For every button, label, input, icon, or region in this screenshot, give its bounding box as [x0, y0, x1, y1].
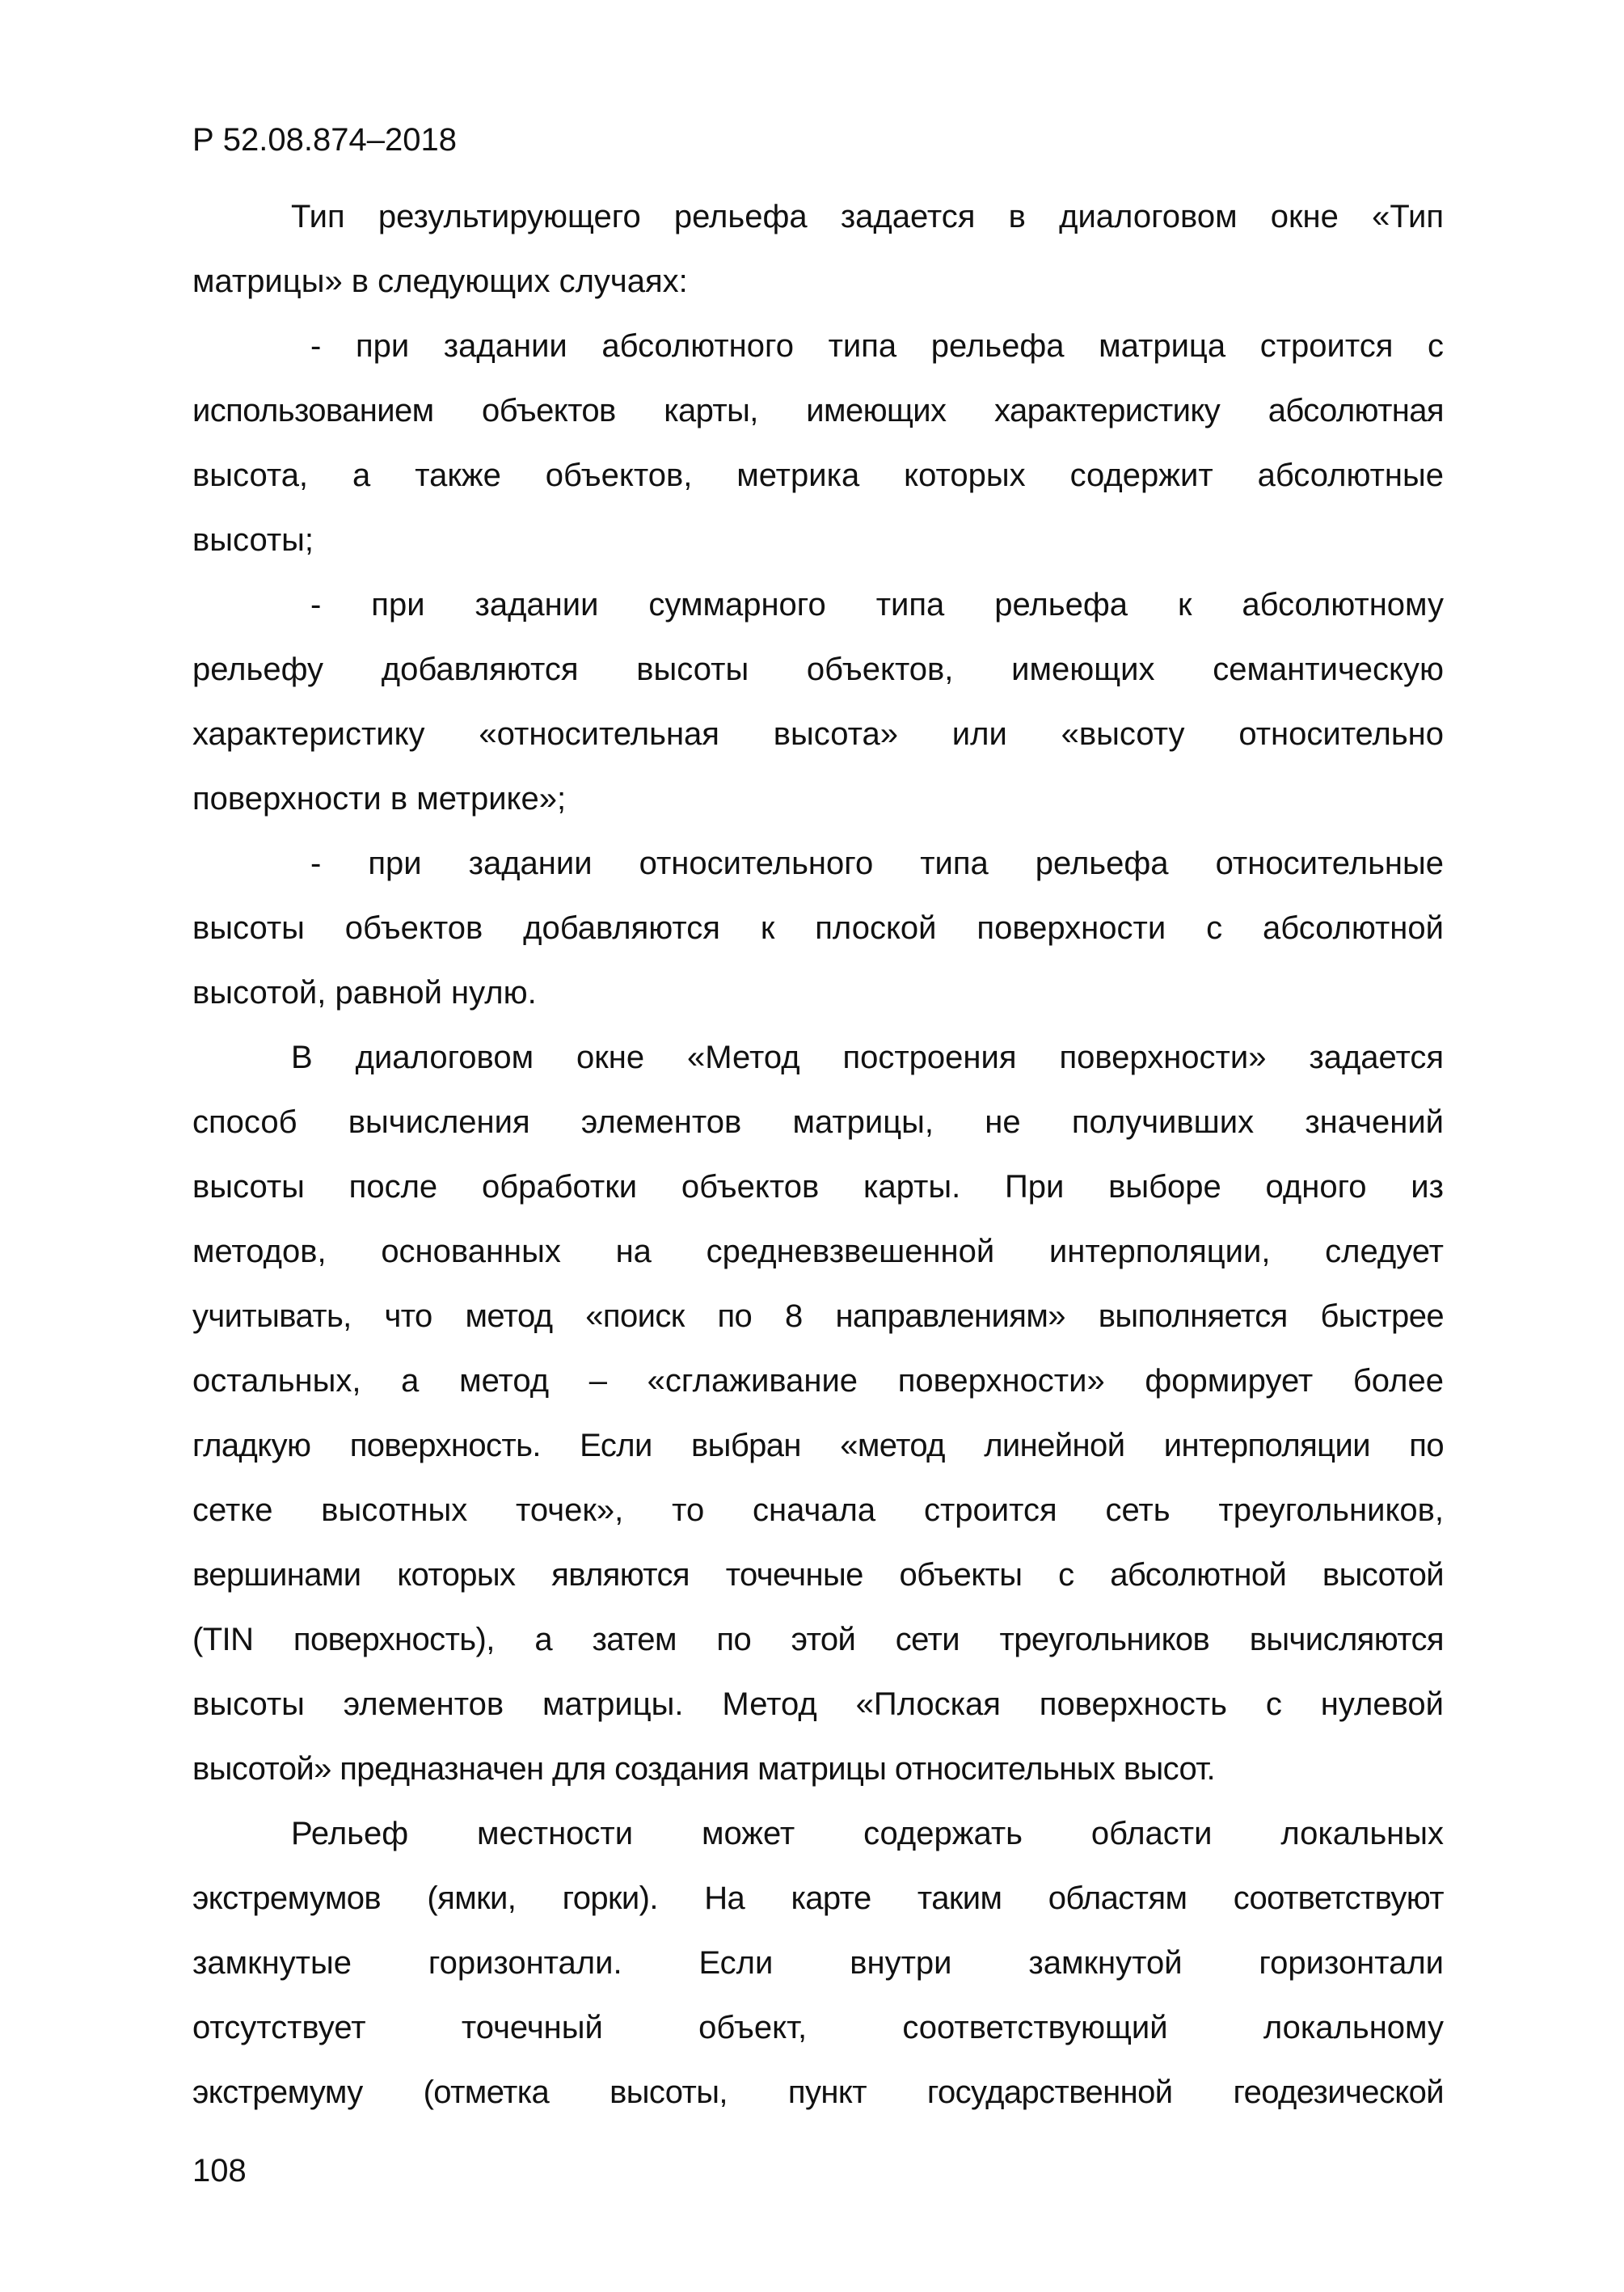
text-line: высотой» предназначен для создания матрицы относительных высот.	[192, 1751, 1216, 1787]
list-item	[192, 831, 1444, 1025]
text-line: характеристику «относительная высота» или «высоту относительно	[192, 716, 1444, 752]
text-line: замкнутые горизонтали. Если внутри замкнутой горизонтали	[192, 1945, 1444, 1981]
list-item	[192, 314, 1444, 572]
text-line: вершинами которых являются точечные объекты с абсолютной высотой	[192, 1557, 1444, 1593]
text-line: сетке высотных точек», то сначала строится сеть треугольников,	[192, 1492, 1444, 1528]
text-line: Рельеф местности может содержать области локальных	[291, 1816, 1444, 1851]
text-line: высоты после обработки объектов карты. При выборе одного из	[192, 1169, 1444, 1205]
text-line: использованием объектов карты, имеющих характеристику абсолютная	[192, 393, 1444, 428]
text-line: высоты объектов добавляются к плоской поверхности с абсолютной	[192, 910, 1444, 946]
text-line: гладкую поверхность. Если выбран «метод линейной интерполяции по	[192, 1428, 1444, 1463]
paragraph	[192, 184, 1444, 314]
list-item	[192, 572, 1444, 831]
text-line: - при задании относительного типа рельефа относительные	[310, 846, 1444, 881]
text-line: способ вычисления элементов матрицы, не получивших значений	[192, 1104, 1444, 1140]
text-line: высоты;	[192, 522, 314, 558]
text-line: матрицы» в следующих случаях:	[192, 264, 688, 299]
text-line: отсутствует точечный объект, соответствующий локальному	[192, 2010, 1444, 2045]
text-line: - при задании абсолютного типа рельефа матрица строится с	[310, 328, 1444, 364]
document-header: Р 52.08.874–2018	[192, 122, 457, 158]
paragraph	[192, 1025, 1444, 1801]
text-line: рельефу добавляются высоты объектов, имеющих семантическую	[192, 652, 1444, 687]
text-line: высота, а также объектов, метрика которых содержит абсолютные	[192, 458, 1444, 493]
paragraph	[192, 1801, 1444, 2125]
text-line: остальных, а метод – «сглаживание поверхности» формирует более	[192, 1363, 1444, 1399]
text-line: методов, основанных на средневзвешенной интерполяции, следует	[192, 1234, 1444, 1269]
text-line: (TIN поверхность), а затем по этой сети треугольников вычисляются	[192, 1622, 1444, 1657]
text-line: В диалоговом окне «Метод построения поверхности» задается	[291, 1040, 1444, 1075]
text-line: экстремумов (ямки, горки). На карте таким областям соответствуют	[192, 1880, 1444, 1916]
text-line: - при задании суммарного типа рельефа к абсолютному	[310, 587, 1444, 623]
text-line: учитывать, что метод «поиск по 8 направлениям» выполняется быстрее	[192, 1298, 1444, 1334]
text-line: Тип результирующего рельефа задается в диалоговом окне «Тип	[291, 199, 1444, 234]
text-line: экстремуму (отметка высоты, пункт государственной геодезической	[192, 2075, 1444, 2110]
text-line: высотой, равной нулю.	[192, 975, 537, 1011]
page-number: 108	[192, 2153, 247, 2189]
text-line: поверхности в метрике»;	[192, 781, 567, 817]
text-line: высоты элементов матрицы. Метод «Плоская поверхность с нулевой	[192, 1686, 1444, 1722]
document-body	[192, 184, 1444, 2125]
